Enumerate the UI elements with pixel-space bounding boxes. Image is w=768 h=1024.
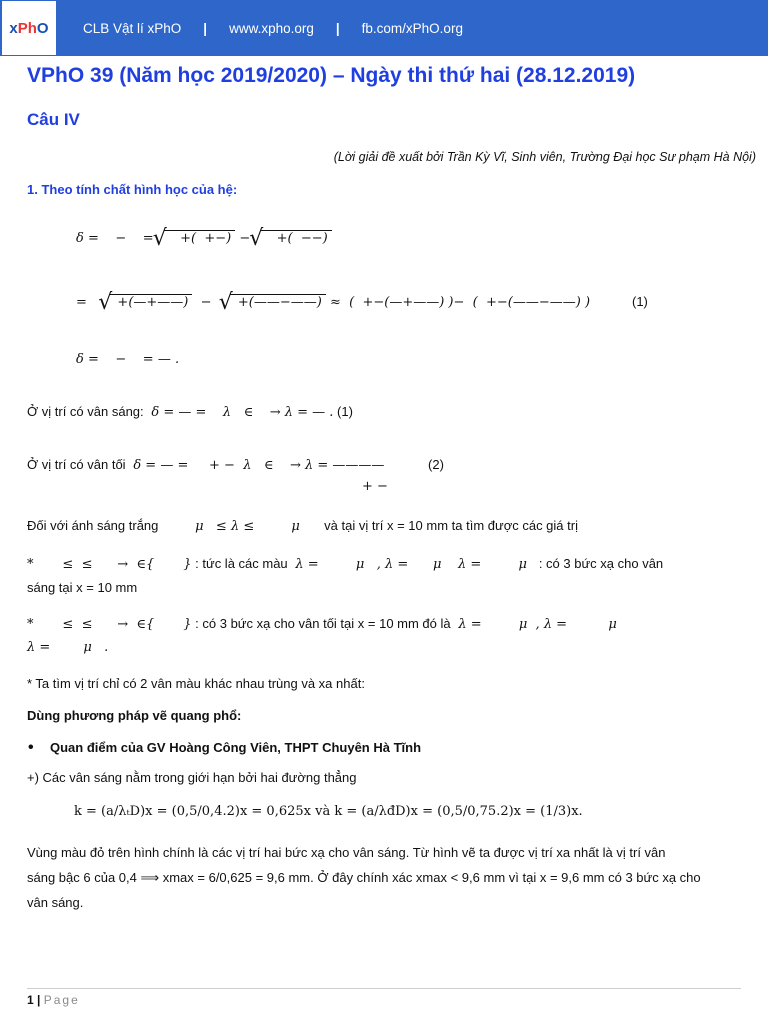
- page-number: 1: [27, 993, 34, 1007]
- equation-number: (1): [632, 294, 648, 309]
- page-label: Page: [43, 993, 80, 1007]
- footer-separator: |: [37, 993, 41, 1007]
- bright-limit-line: +) Các vân sáng nằm trong giới hạn bởi hai đường thẳng: [27, 770, 357, 785]
- paragraph-line: sáng bậc 6 của 0,4 ⟹ xmax = 6/0,625 = 9,6 mm. Ở đây chính xác xmax < 9,6 mm vì tại x = 9,6 mm có 3 bức xạ cho: [27, 870, 701, 885]
- star-item-1-cont: sáng tại x = 10 mm: [27, 580, 138, 595]
- club-name: CLB Vật lí xPhO: [83, 20, 182, 36]
- paragraph-line: Vùng màu đỏ trên hình chính là các vị trí hai bức xạ cho vân sáng. Từ hình vẽ ta được vị trí xa nhất là vị trí vân: [27, 845, 666, 860]
- site-header: [0, 0, 768, 56]
- section-heading: Câu IV: [27, 110, 80, 129]
- page-title: VPhO 39 (Năm học 2019/2020) – Ngày thi thứ hai (28.12.2019): [27, 64, 636, 87]
- xpho-logo: x Ph O: [1, 0, 57, 56]
- facebook-link[interactable]: fb.com/xPhO.org: [361, 20, 463, 36]
- equation-delta-3: δ = − = — .: [76, 352, 180, 367]
- star-item-2-cont: λ = μ .: [27, 640, 109, 655]
- header-separator: |: [335, 20, 340, 36]
- equation-delta-1: δ = − =√ +( +−) −√ +( −−): [76, 230, 332, 246]
- equation-delta-2: = √ +(—+——) − √ +(——−——) ≈ ( +−(—+——) )− ( +−(——−——) ): [76, 294, 590, 310]
- header-separator: |: [203, 20, 208, 36]
- dark-denominator: + −: [362, 479, 388, 494]
- bright-fringe-line: Ở vị trí có vân sáng: δ = — = λ ∈ → λ = — . (1): [27, 404, 353, 420]
- method-heading: Dùng phương pháp vẽ quang phổ:: [27, 708, 242, 723]
- part-heading: 1. Theo tính chất hình học của hệ:: [27, 182, 238, 197]
- footer-divider: [27, 988, 741, 989]
- bullet-item: • Quan điểm của GV Hoàng Công Viên, THPT Chuyên Hà Tĩnh: [50, 740, 421, 755]
- page-footer: [27, 993, 80, 1007]
- site-link[interactable]: www.xpho.org: [229, 20, 314, 36]
- white-light-line: Đối với ánh sáng trắng μ ≤ λ ≤ μ và tại vị trí x = 10 mm ta tìm được các giá trị: [27, 518, 578, 534]
- star-item-2: * ≤ ≤ → ∈{ } : có 3 bức xạ cho vân tối tại x = 10 mm đó là λ = μ , λ = μ: [27, 616, 617, 632]
- solution-credit: (Lời giải đề xuất bởi Trần Kỳ Vĩ, Sinh viên, Trường Đại học Sư phạm Hà Nội): [333, 150, 756, 164]
- star-item-1: * ≤ ≤ → ∈{ } : tức là các màu λ = μ , λ = μ λ = μ : có 3 bức xạ cho vân: [27, 556, 664, 572]
- dark-fringe-line: Ở vị trí có vân tối δ = — = + − λ ∈ → λ = ———— (2): [27, 457, 444, 473]
- formula-k: k = (a/λₜD)x = (0,5/0,4.2)x = 0,625x và k = (a/λđD)x = (0,5/0,75.2)x = (1/3)x.: [74, 804, 583, 819]
- star-item-3: * Ta tìm vị trí chỉ có 2 vân màu khác nhau trùng và xa nhất:: [27, 676, 365, 691]
- paragraph: [27, 842, 747, 914]
- paragraph-line: vân sáng.: [27, 895, 84, 910]
